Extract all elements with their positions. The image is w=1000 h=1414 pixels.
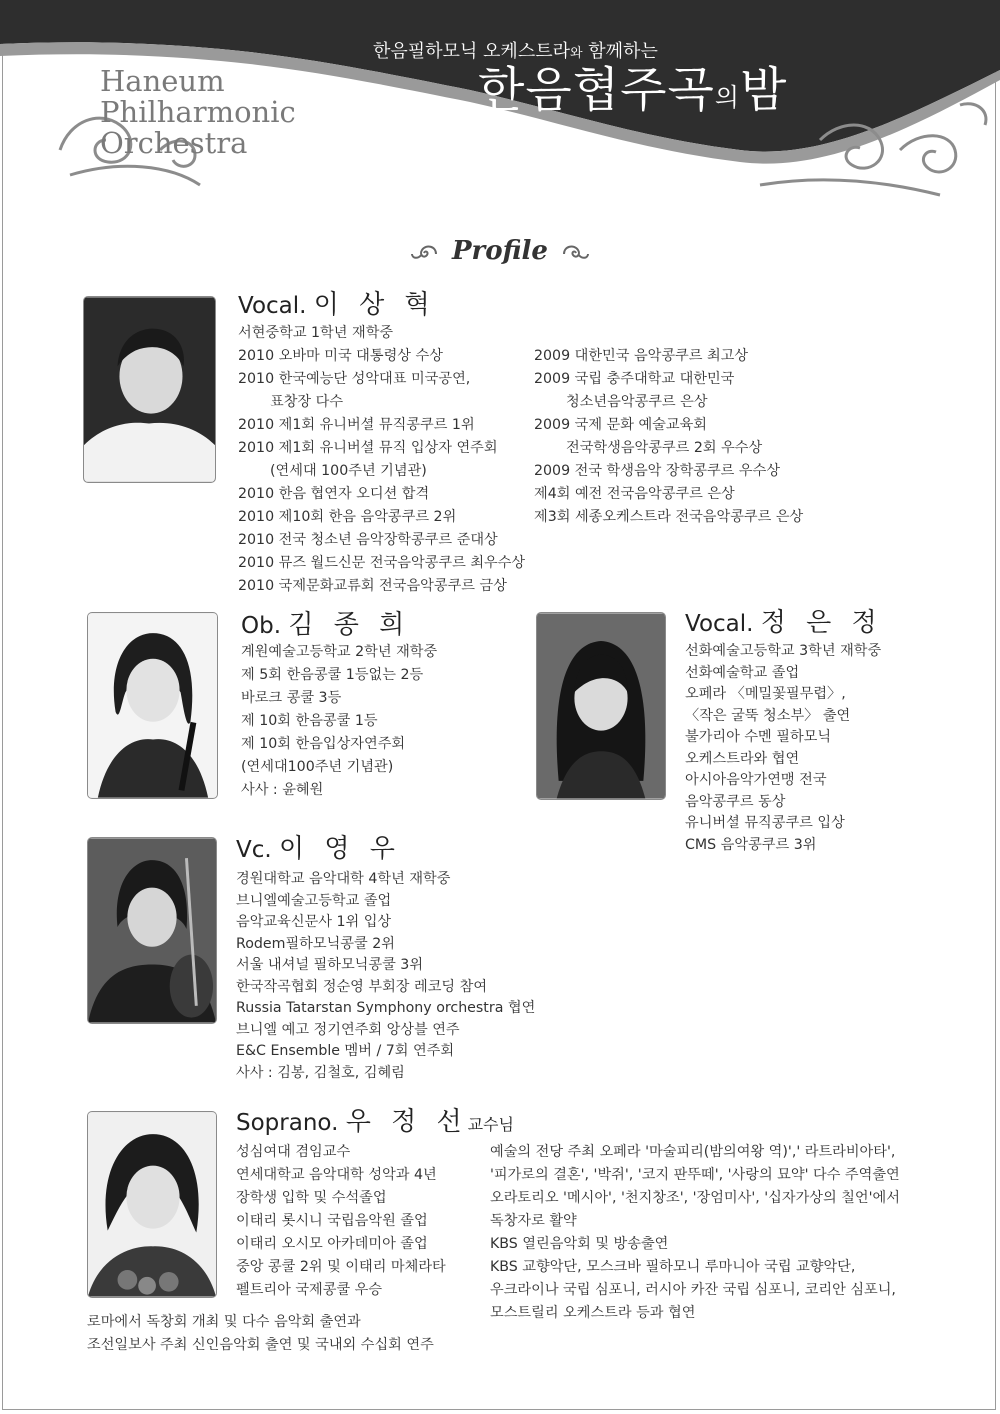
bio-line: 모스트릴리 오케스트라 등과 협연 [490,1305,696,1321]
org-line: Haneum [100,64,225,98]
bio-line: 계원예술고등학교 2학년 재학중 [241,644,438,660]
bio-line: 서울 내셔널 필하모닉콩쿨 3위 [236,957,424,973]
performer-bio [236,1141,446,1302]
bio-line: 2009 전국 학생음악 장학콩쿠르 우수상 [534,463,781,479]
performer-korean-name: 우 정 선 [345,1107,468,1137]
bio-line: Russia Tatarstan Symphony orchestra 협연 [236,1000,536,1016]
performer-role: Ob. [241,613,289,639]
performer-title-suffix: 교수님 [467,1115,514,1134]
portrait-illustration [88,613,217,798]
org-line: Orchestra [100,126,248,160]
performer-photo [87,1111,217,1298]
performer-bio-right [534,345,803,529]
swirl-ornament-icon [410,242,438,264]
performer-name [238,290,436,321]
portrait-illustration [88,838,216,1023]
bio-line: '피가로의 결혼', '박쥐', '코지 판뚜떼', '사랑의 묘약' 다수 주역출연 [490,1167,900,1183]
performer-name [241,610,410,641]
bio-line: 한국작곡협회 정순영 부회장 레코딩 참여 [236,978,488,995]
performer-name [685,608,883,639]
bio-line: 오페라 〈메밀꽃필무렵〉, [685,686,846,702]
bio-line: 〈작은 굴뚝 청소부〉 출연 [685,707,851,724]
bio-line: KBS 교향악단, 모스크바 필하모니 루마니아 국립 교향악단, [490,1259,856,1275]
bio-line: 2009 대한민국 음악콩쿠르 최고상 [534,348,749,364]
bio-line: 유니버셜 뮤직콩쿠르 입상 [685,815,845,831]
performer-name [236,834,401,865]
performer-bio-bottom [87,1311,434,1357]
bio-line: (연세대100주년 기념관) [241,759,394,775]
performer-korean-name: 정 은 정 [760,608,883,638]
bio-line: 경원대학교 음악대학 4학년 재학중 [236,871,451,887]
bio-line: 제3회 세종오케스트라 전국음악콩쿠르 은상 [534,509,804,525]
performer-role: Vocal. [685,611,761,637]
bio-line: 2010 전국 청소년 음악장학콩쿠르 준대상 [238,532,498,548]
bio-line: 2010 제1회 유니버셜 뮤직콩쿠르 1위 [238,417,475,433]
performer-photo [83,296,216,483]
performer-korean-name: 김 종 희 [288,610,411,640]
bio-line: 2010 한음 협연자 오디션 합격 [238,486,430,502]
performer-bio [685,641,881,856]
portrait-illustration [88,1112,216,1297]
concert-title [478,62,787,126]
profile-title: Profile [452,236,548,266]
bio-line: 브니엘예술고등학교 졸업 [236,892,392,909]
performer-name [236,1107,514,1140]
bio-line: 2010 오바마 미국 대통령상 수상 [238,348,443,364]
swirl-ornament-icon [562,242,590,264]
bio-line: 조선일보사 주최 신인음악회 출연 및 국내외 수십회 연주 [87,1337,434,1353]
bio-line: 제 5회 한음콩쿨 1등없는 2등 [241,667,424,683]
bio-line: 2010 뮤즈 월드신문 전국음악콩쿠르 최우수상 [238,555,526,571]
performer-korean-name: 이 영 우 [279,834,401,864]
bio-line: 사사 : 김봉, 김철호, 김혜림 [236,1064,405,1081]
title-end: 밤 [740,62,788,118]
bio-line: 2010 한국예능단 성악대표 미국공연, [238,371,471,387]
subtitle-part: 함께하는 [582,41,658,62]
bio-line: 불가리아 수멘 필하모닉 [685,729,832,745]
subtitle-part: 한음필하모닉 오케스트라 [373,41,570,62]
bio-line: 장학생 입학 및 수석졸업 [236,1190,387,1206]
bio-line: 2009 국제 문화 예술교육회 [534,417,707,433]
bio-line: CMS 음악콩쿠르 3위 [685,836,817,853]
performer-bio-right [490,1141,900,1325]
bio-line: 예술의 전당 주최 오페라 '마술피리(밤의여왕 역)',' 라트라비아타', [490,1144,896,1160]
performer-korean-name: 이 상 혁 [313,290,436,320]
bio-line: 성심여대 겸임교수 [236,1144,351,1160]
bio-line: 청소년음악콩쿠르 은상 [566,394,708,410]
bio-line: (연세대 100주년 기념관) [270,463,427,479]
bio-line: 이태리 롯시니 국립음악원 졸업 [236,1213,428,1229]
bio-line: 2010 국제문화교류회 전국음악콩쿠르 금상 [238,578,507,594]
bio-line: 독창자로 활약 [490,1213,577,1229]
bio-line: 2010 제1회 유니버셜 뮤직 입상자 연주회 [238,440,498,456]
bio-line: 중앙 콩쿨 2위 및 이태리 마체라타 [236,1259,446,1275]
bio-line: 서현중학교 1학년 재학중 [238,325,394,341]
performer-photo [536,612,666,800]
bio-line: 2009 국립 충주대학교 대한민국 [534,371,735,387]
bio-line: 전국학생음악콩쿠르 2회 우수상 [566,440,763,456]
portrait-illustration [537,613,665,799]
bio-line: 오라토리오 '메시아', '천지창조', '장엄미사', '십자가상의 칠언'에서 [490,1190,900,1206]
performer-bio [241,641,437,802]
bio-line: 아시아음악가연맹 전국 [685,772,827,788]
bio-line: 우크라이나 국립 심포니, 러시아 카잔 국립 심포니, 코리안 심포니, [490,1282,896,1298]
bio-line: 오케스트라와 협연 [685,750,800,767]
bio-line: 사사 : 윤혜원 [241,782,324,798]
concert-subtitle [373,37,658,63]
bio-line: 제 10회 한음입상자연주회 [241,736,406,752]
bio-line: E&C Ensemble 멤버 / 7회 연주회 [236,1043,455,1059]
performer-photo [87,612,218,799]
bio-line: 로마에서 독창회 개최 및 다수 음악회 출연과 [87,1314,361,1330]
performer-photo [87,837,217,1024]
title-small: 의 [714,83,740,112]
performer-role: Vc. [236,837,280,863]
performer-role: Soprano. [236,1110,346,1136]
bio-line: 제4회 예전 전국음악콩쿠르 은상 [534,486,735,502]
performer-bio [236,869,535,1084]
bio-line: 음악콩쿠르 동상 [685,793,786,810]
subtitle-small: 와 [570,46,583,61]
bio-line: 선화예술고등학교 3학년 재학중 [685,643,882,659]
orchestra-name [100,66,296,159]
org-line: Philharmonic [100,95,296,129]
profile-heading [410,234,590,274]
title-main: 한음협주곡 [478,62,715,118]
performer-bio [238,322,525,598]
bio-line: 이태리 오시모 아카데미아 졸업 [236,1236,428,1252]
bio-line: 연세대학교 음악대학 성악과 4년 [236,1167,437,1183]
bio-line: 음악교육신문사 1위 입상 [236,914,392,930]
performer-role: Vocal. [238,293,314,319]
bio-line: KBS 열린음악회 및 방송출연 [490,1236,669,1252]
bio-line: 선화예술학교 졸업 [685,664,800,681]
bio-line: 펠트리아 국제콩쿨 우승 [236,1282,383,1298]
bio-line: Rodem필하모닉콩쿨 2위 [236,935,395,952]
bio-line: 바로크 콩쿨 3등 [241,690,342,706]
bio-line: 제 10회 한음콩쿨 1등 [241,713,378,729]
portrait-illustration [84,297,215,482]
bio-line: 표창장 다수 [270,394,344,410]
bio-line: 2010 제10회 한음 음악콩쿠르 2위 [238,509,457,525]
bio-line: 브니엘 예고 정기연주회 앙상블 연주 [236,1021,460,1038]
